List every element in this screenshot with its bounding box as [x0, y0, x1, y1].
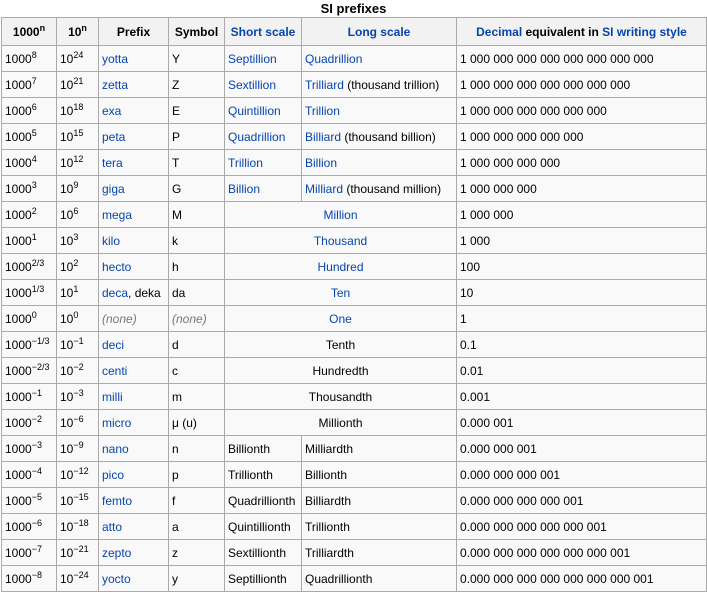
- power-10-cell: $10^{-6}$: [57, 410, 99, 436]
- long-scale-link[interactable]: Long scale: [347, 24, 411, 39]
- power-1000-cell: $1000^{-1/3}$: [2, 332, 57, 358]
- table-row: [2, 176, 707, 202]
- table-row: [2, 384, 707, 410]
- table-caption: SI prefixes: [320, 1, 387, 16]
- table-row: [2, 488, 707, 514]
- symbol-cell: μ (u): [169, 410, 225, 436]
- scale-name-cell[interactable]: [225, 280, 457, 306]
- decimal-cell: 1 000: [457, 228, 707, 254]
- prefix-link[interactable]: zetta: [102, 77, 129, 92]
- prefix-link[interactable]: atto: [102, 519, 123, 534]
- short-scale-cell: Trillionth: [225, 462, 302, 488]
- table-row: [2, 98, 707, 124]
- table-row: [2, 462, 707, 488]
- power-10-cell: $10^{21}$: [57, 72, 99, 98]
- decimal-cell: 1: [457, 306, 707, 332]
- short-scale-cell: Quintillionth: [225, 514, 302, 540]
- header-long-scale[interactable]: [302, 18, 457, 46]
- header-power-10: 10$^n$: [57, 18, 99, 46]
- symbol-cell: d: [169, 332, 225, 358]
- power-1000-cell: $1000^{-7}$: [2, 540, 57, 566]
- prefix-cell[interactable]: [99, 488, 169, 514]
- table-row: [2, 436, 707, 462]
- decimal-cell: 0.000 000 001: [457, 436, 707, 462]
- prefix-cell[interactable]: [99, 462, 169, 488]
- prefix-cell[interactable]: [99, 202, 169, 228]
- table-row: [2, 540, 707, 566]
- prefix-cell[interactable]: [99, 228, 169, 254]
- table-row: [2, 306, 707, 332]
- power-10-cell: $10^{-18}$: [57, 514, 99, 540]
- decimal-cell: 0.001: [457, 384, 707, 410]
- prefix-link[interactable]: nano: [102, 441, 129, 456]
- symbol-cell: k: [169, 228, 225, 254]
- short-scale-cell[interactable]: [225, 150, 302, 176]
- decimal-cell: 0.000 000 000 000 000 000 001: [457, 540, 707, 566]
- long-scale-name-link[interactable]: Billiard: [305, 129, 342, 144]
- long-scale-cell[interactable]: [302, 150, 457, 176]
- decimal-cell: 1 000 000 000 000 000 000 000: [457, 72, 707, 98]
- power-10-cell: $10^{12}$: [57, 150, 99, 176]
- short-scale-cell: Sextillionth: [225, 540, 302, 566]
- prefix-link[interactable]: zepto: [102, 545, 132, 560]
- scale-name-cell: Millionth: [225, 410, 457, 436]
- table-row: [2, 332, 707, 358]
- symbol-cell: m: [169, 384, 225, 410]
- symbol-cell: n: [169, 436, 225, 462]
- short-scale-cell: Billionth: [225, 436, 302, 462]
- prefix-link[interactable]: kilo: [102, 233, 121, 248]
- prefix-cell[interactable]: deca, deka: [99, 280, 169, 306]
- long-scale-name-link[interactable]: Trilliard: [305, 77, 344, 92]
- scale-name-cell[interactable]: [225, 202, 457, 228]
- scale-name-cell: Thousandth: [225, 384, 457, 410]
- power-10-cell: $10^{-24}$: [57, 566, 99, 592]
- prefix-cell[interactable]: [99, 254, 169, 280]
- prefix-link[interactable]: hecto: [102, 259, 132, 274]
- prefix-link[interactable]: mega: [102, 207, 133, 222]
- symbol-cell: f: [169, 488, 225, 514]
- long-scale-cell: Quadrillionth: [302, 566, 457, 592]
- scale-name-link[interactable]: Ten: [330, 285, 351, 300]
- decimal-cell: 1 000 000: [457, 202, 707, 228]
- power-1000-cell: 1000$^4$: [2, 150, 57, 176]
- decimal-cell: 0.1: [457, 332, 707, 358]
- prefix-link[interactable]: centi: [102, 363, 128, 378]
- table-row: [2, 254, 707, 280]
- power-1000-cell: 1000$^3$: [2, 176, 57, 202]
- long-scale-cell[interactable]: Billiard (thousand billion): [302, 124, 457, 150]
- power-1000-cell: $1000^{2/3}$: [2, 254, 57, 280]
- long-scale-name-link[interactable]: Quadrillion: [305, 51, 363, 66]
- prefix-link[interactable]: micro: [102, 415, 132, 430]
- prefix-cell[interactable]: [99, 332, 169, 358]
- table-row: [2, 124, 707, 150]
- power-1000-cell: $1000^{-3}$: [2, 436, 57, 462]
- decimal-cell: 0.000 000 000 000 000 001: [457, 514, 707, 540]
- prefix-link[interactable]: milli: [102, 389, 123, 404]
- prefix-cell[interactable]: [99, 566, 169, 592]
- decimal-link[interactable]: Decimal: [476, 24, 523, 39]
- prefix-link[interactable]: femto: [102, 493, 133, 508]
- power-1000-cell: 1000$^0$: [2, 306, 57, 332]
- power-10-cell: $10^{18}$: [57, 98, 99, 124]
- prefix-cell[interactable]: [99, 540, 169, 566]
- power-10-cell: $10^9$: [57, 176, 99, 202]
- header-row: [2, 18, 707, 46]
- symbol-cell: Y: [169, 46, 225, 72]
- prefix-cell: [99, 306, 169, 332]
- prefix-link[interactable]: pico: [102, 467, 125, 482]
- power-1000-cell: $1000^{-8}$: [2, 566, 57, 592]
- table-row: [2, 202, 707, 228]
- long-scale-cell: Trillionth: [302, 514, 457, 540]
- long-scale-name-link[interactable]: Milliard: [305, 181, 344, 196]
- decimal-cell: 100: [457, 254, 707, 280]
- prefix-cell[interactable]: [99, 384, 169, 410]
- power-1000-cell: $1000^{1/3}$: [2, 280, 57, 306]
- power-10-cell: $10^{15}$: [57, 124, 99, 150]
- scale-name-cell: Hundredth: [225, 358, 457, 384]
- table-row: [2, 358, 707, 384]
- prefix-none: (none): [102, 311, 137, 326]
- header-decimal-equivalent: Decimal equivalent in SI writing style: [457, 18, 707, 46]
- long-scale-name-link[interactable]: Billion: [305, 155, 338, 170]
- long-scale-cell[interactable]: Milliard (thousand million): [302, 176, 457, 202]
- long-scale-cell[interactable]: [302, 98, 457, 124]
- short-scale-cell: Quadrillionth: [225, 488, 302, 514]
- power-1000-cell: $1000^{-6}$: [2, 514, 57, 540]
- prefix-cell[interactable]: [99, 46, 169, 72]
- decimal-cell: 1 000 000 000: [457, 176, 707, 202]
- decimal-cell: 1 000 000 000 000 000 000 000 000: [457, 46, 707, 72]
- long-scale-name-link[interactable]: Trillion: [305, 103, 340, 118]
- header-prefix: Prefix: [99, 18, 169, 46]
- short-scale-name-link[interactable]: Trillion: [228, 155, 263, 170]
- power-10-cell: $10^{-12}$: [57, 462, 99, 488]
- short-scale-name-link[interactable]: Septillion: [228, 51, 277, 66]
- power-1000-cell: 1000$^2$: [2, 202, 57, 228]
- table-row: [2, 72, 707, 98]
- power-10-cell: $10^1$: [57, 280, 99, 306]
- short-scale-name-link[interactable]: Quadrillion: [228, 129, 286, 144]
- symbol-cell: E: [169, 98, 225, 124]
- scale-name-cell[interactable]: [225, 228, 457, 254]
- decimal-cell: 1 000 000 000 000 000 000: [457, 98, 707, 124]
- power-10-cell: $10^{-15}$: [57, 488, 99, 514]
- symbol-cell: M: [169, 202, 225, 228]
- prefix-link[interactable]: peta: [102, 129, 126, 144]
- table-row: [2, 566, 707, 592]
- short-scale-cell[interactable]: [225, 176, 302, 202]
- symbol-cell: (none): [169, 306, 225, 332]
- long-scale-cell[interactable]: [302, 46, 457, 72]
- prefix-link[interactable]: giga: [102, 181, 125, 196]
- short-scale-cell[interactable]: [225, 72, 302, 98]
- short-scale-cell: Septillionth: [225, 566, 302, 592]
- power-1000-cell: $1000^{-2/3}$: [2, 358, 57, 384]
- power-1000-cell: $1000^{-1}$: [2, 384, 57, 410]
- power-10-cell: $10^{-9}$: [57, 436, 99, 462]
- prefix-cell[interactable]: [99, 176, 169, 202]
- short-scale-name-link[interactable]: Quintillion: [228, 103, 281, 118]
- symbol-cell: G: [169, 176, 225, 202]
- long-scale-cell: Trilliardth: [302, 540, 457, 566]
- short-scale-cell[interactable]: [225, 124, 302, 150]
- power-10-cell: $10^6$: [57, 202, 99, 228]
- prefix-cell[interactable]: [99, 514, 169, 540]
- scale-name-cell: Tenth: [225, 332, 457, 358]
- header-power-1000: 1000$^n$: [2, 18, 57, 46]
- prefix-link[interactable]: yocto: [102, 571, 131, 586]
- long-scale-cell[interactable]: Trilliard (thousand trillion): [302, 72, 457, 98]
- decimal-cell: 0.01: [457, 358, 707, 384]
- prefix-link[interactable]: yotta: [102, 51, 129, 66]
- table-row: [2, 46, 707, 72]
- si-writing-style-link[interactable]: SI writing style: [602, 24, 687, 39]
- power-10-cell: $10^{-3}$: [57, 384, 99, 410]
- symbol-cell: T: [169, 150, 225, 176]
- prefix-cell[interactable]: [99, 124, 169, 150]
- decimal-cell: 0.000 001: [457, 410, 707, 436]
- short-scale-cell[interactable]: [225, 98, 302, 124]
- symbol-cell: P: [169, 124, 225, 150]
- short-scale-name-link[interactable]: Billion: [228, 181, 261, 196]
- prefix-cell[interactable]: [99, 150, 169, 176]
- scale-name-cell[interactable]: [225, 306, 457, 332]
- scale-name-link[interactable]: Hundred: [317, 259, 364, 274]
- long-scale-cell: Billiardth: [302, 488, 457, 514]
- power-1000-cell: $1000^{-5}$: [2, 488, 57, 514]
- prefix-cell[interactable]: [99, 72, 169, 98]
- prefix-cell[interactable]: [99, 410, 169, 436]
- power-1000-cell: 1000$^7$: [2, 72, 57, 98]
- prefix-link[interactable]: deca: [102, 285, 129, 300]
- symbol-cell: c: [169, 358, 225, 384]
- symbol-cell: z: [169, 540, 225, 566]
- symbol-cell: da: [169, 280, 225, 306]
- short-scale-name-link[interactable]: Sextillion: [228, 77, 277, 92]
- power-1000-cell: $1000^{-4}$: [2, 462, 57, 488]
- prefix-link[interactable]: exa: [102, 103, 122, 118]
- header-short-scale[interactable]: [225, 18, 302, 46]
- power-10-cell: $10^3$: [57, 228, 99, 254]
- symbol-cell: p: [169, 462, 225, 488]
- decimal-cell: 0.000 000 000 000 000 000 000 001: [457, 566, 707, 592]
- power-10-cell: $10^{-1}$: [57, 332, 99, 358]
- prefix-cell[interactable]: [99, 358, 169, 384]
- power-1000-cell: 1000$^6$: [2, 98, 57, 124]
- symbol-cell: a: [169, 514, 225, 540]
- power-1000-cell: 1000$^5$: [2, 124, 57, 150]
- table-row: [2, 514, 707, 540]
- prefix-link[interactable]: deci: [102, 337, 125, 352]
- power-1000-cell: 1000$^8$: [2, 46, 57, 72]
- short-scale-cell[interactable]: [225, 46, 302, 72]
- power-10-cell: $10^0$: [57, 306, 99, 332]
- decimal-cell: 1 000 000 000 000 000: [457, 124, 707, 150]
- power-10-cell: $10^2$: [57, 254, 99, 280]
- prefix-cell[interactable]: [99, 98, 169, 124]
- scale-name-link[interactable]: Thousand: [313, 233, 368, 248]
- long-scale-cell: Milliardth: [302, 436, 457, 462]
- symbol-cell: y: [169, 566, 225, 592]
- header-symbol: Symbol: [169, 18, 225, 46]
- power-1000-cell: 1000$^1$: [2, 228, 57, 254]
- long-scale-cell: Billionth: [302, 462, 457, 488]
- decimal-cell: 0.000 000 000 000 001: [457, 488, 707, 514]
- decimal-cell: 0.000 000 000 001: [457, 462, 707, 488]
- table-row: [2, 410, 707, 436]
- prefix-link[interactable]: tera: [102, 155, 123, 170]
- decimal-cell: 1 000 000 000 000: [457, 150, 707, 176]
- power-1000-cell: $1000^{-2}$: [2, 410, 57, 436]
- table-row: [2, 280, 707, 306]
- decimal-cell: 10: [457, 280, 707, 306]
- symbol-cell: h: [169, 254, 225, 280]
- table-row: [2, 228, 707, 254]
- power-10-cell: $10^{24}$: [57, 46, 99, 72]
- si-prefixes-table: [1, 17, 707, 592]
- prefix-cell[interactable]: [99, 436, 169, 462]
- table-row: [2, 150, 707, 176]
- short-scale-link[interactable]: Short scale: [230, 24, 296, 39]
- symbol-cell: Z: [169, 72, 225, 98]
- scale-name-link[interactable]: One: [329, 311, 352, 326]
- scale-name-link[interactable]: Million: [323, 207, 358, 222]
- scale-name-cell[interactable]: [225, 254, 457, 280]
- power-10-cell: $10^{-21}$: [57, 540, 99, 566]
- power-10-cell: $10^{-2}$: [57, 358, 99, 384]
